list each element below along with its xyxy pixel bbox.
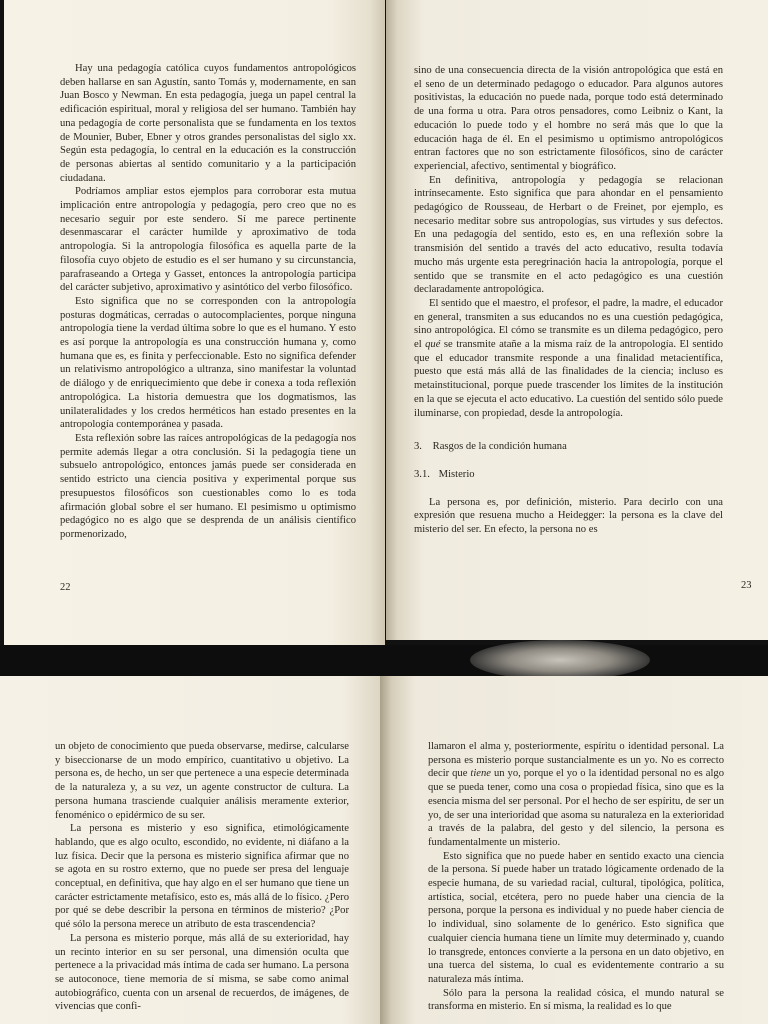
- paragraph: Sólo para la persona la realidad cósica, el mundo natural se transforma en misterio. En sí misma, la realidad es lo que: [428, 987, 724, 1013]
- text-column: [60, 62, 356, 542]
- paragraph: [414, 297, 723, 420]
- paragraph: La persona es misterio porque, más allá de su exterioridad, hay un recinto interior en su ser personal, una dimensión oculta que pertenece a la privacidad más íntima de cada ser humano. La persona se autoconoce, tiene memoria de sí misma, se sabe como animal autobiográfico, cuenta con un arsenal de recuerdos, de imágenes, de vivencias que confi-: [55, 932, 349, 1013]
- paragraph: Hay una pedagogía católica cuyos fundamentos antropológicos deben hallarse en san Agustín, santo Tomás y, modernamente, en san Juan Bosco y Newman. En esta pedagogía, juega un papel central la edificación espiritual, moral y religiosa del ser humano. También hay una pedagogía de corte personalista que se fundamenta en los textos de Mounier, Buber, Ebner y otros grandes personalistas del siglo xx. Según esta pedagogía, lo central en la educación es la construcción de personas abiertas al sentido comunitario y a la participación ciudadana.: [60, 63, 356, 184]
- paragraph: La persona es, por definición, misterio. Para decirlo con una expresión que resuena mucho a Heidegger: la persona es la clave del misterio del ser. En efecto, la persona no es: [414, 496, 723, 536]
- italic-word: vez: [165, 782, 180, 794]
- paragraph: Esto significa que no se corresponden con la antropología posturas dogmáticas, cerradas o autocomplacientes, porque ninguna antropología tiene la verdad última sobre lo que es el humano. Y esto es así porque la antropología es una construcción humana y, como humana que es, es finita y perfeccionable. Esto no significa defender un relativismo antropológico a ultranza, sino manifestar la voluntad de diálogo y de enriquecimiento que debe ir conexa a toda reflexión antropológica. La historia demuestra que los dogmatismos, las unilateralidades y los credos herméticos han estado presentes en la antropología contemporánea y pasada.: [60, 295, 356, 431]
- text-run: un yo, porque el yo o la identidad personal no es algo que se pueda tener, como una cosa o propiedad física, sino que es la esencia misma del ser personal. Por el hecho de ser espíritu, de ser un yo, de ser una interioridad que asoma su naturaleza en la exterioridad a través de la palabra, del gesto y del silencio, la persona es fundamentalmente un misterio.: [428, 768, 724, 848]
- section-title: Rasgos de la condición humana: [432, 441, 567, 453]
- paragraph: Esto significa que no puede haber en sentido exacto una ciencia de la persona. Sí puede haber un tratado lógicamente ordenado de la especie humana, de su variedad racial, cultural, tipológica, política, artística, social, etcétera, pero no puede haber una ciencia de la persona, porque la persona es individual y no puede haber ciencia de lo individual, sino solamente de lo genérico. Esto significa que cualquier ciencia humana tiene un límite muy determinado y, cuando lo transgrede, entonces convierte a la persona en un dato objetivo, en una tuerca del sistema, lo cual es evidentemente contrario a su naturaleza más íntima.: [428, 850, 724, 985]
- italic-word: qué: [425, 339, 441, 351]
- text-column: [55, 740, 349, 1014]
- subsection-title: Misterio: [438, 468, 475, 480]
- paragraph: Esta reflexión sobre las raíces antropológicas de la pedagogía nos permite además llegar a otra conclusión. Si la pedagogía tiene un subsuelo antropológico, entonces jamás puede ser considerada en sentido estricto una ciencia positiva y experimental porque sus presupuestos filosóficos son cuestionables como lo es toda afirmación global sobre el ser humano. El pesimismo u optimismo pedagógico no es algo que se desprenda de un análisis científico pormenorizado,: [60, 432, 356, 540]
- text-column: [414, 64, 723, 537]
- paragraph: sino de una consecuencia directa de la visión antropológica que está en el seno de un determinado pedagogo o educador. Para algunos autores positivistas, la educación no puede nada, porque todo está determinado de una forma u otra. Para otros pensadores, como Leibniz o Kant, la educación lo puede todo y el hombre no será más que lo que la educación haga de él. En el pesimismo u optimismo antropológicos entran factores que no son estrictamente filosóficos, sino de carácter experiencial, afectivo, sentimental y biográfico.: [414, 65, 723, 172]
- text-run: se transmite atañe a la misma raíz de la antropología. El sentido que el educador transmite responde a una finalidad metacientífica, puesto que está más allá de las finalidades de la ciencia; incluso es metainstitucional, porque puede trascender los límites de la institución en la que se ejecuta el acto educativo. La cuestión del sentido sólo puede iluminarse, con propiedad, desde la antropología.: [414, 339, 723, 419]
- scan-gap: [0, 645, 768, 676]
- page-number: 22: [60, 582, 71, 593]
- page-25: [380, 676, 768, 1024]
- page-24: [0, 676, 380, 1024]
- paragraph: La persona es misterio y eso significa, etimológicamente hablando, que es algo oculto, escondido, no evidente, ni diáfano a la luz física. Decir que la persona es misterio significa afirmar que no se agota en su rostro externo, que no puede ser presa del lenguaje conceptual, en definitiva, que hay algo en el ser humano que tiene un carácter estrictamente metafísico, esto es, más allá de lo físico. ¿Pero por qué se debe describir la persona en términos de misterio? ¿Por qué sólo la persona merece un atributo de esta trascendencia?: [55, 823, 349, 931]
- paragraph: En definitiva, antropología y pedagogía se relacionan intrínsecamente. Esto significa que para ahondar en el pensamiento pedagógico de Rousseau, de Herbart o de Freinet, por ejemplo, es necesario meditar sobre sus antropologías, sus virtudes y sus defectos. En una pedagogía del sentido, esto es, en una reflexión sobre la transmisión del sentido a través del acto educativo, resulta todavía mucho más urgente esta peregrinación hacia la antropología, porque el sentido que se transmite en el acto pedagógico es una cuestión declaradamente antropológica.: [414, 174, 723, 296]
- paragraph: Podríamos ampliar estos ejemplos para corroborar esta mutua implicación entre antropología y pedagogía, pero creo que no es necesario seguir por este sendero. Sí me parece pertinente desenmascarar el carácter humilde y aproximativo de toda antropología. Si la antropología filosófica es aquella parte de la filosofía cuyo objeto de estudio es el ser humano y su circunstancia, parafraseando a Ortega y Gasset, entonces la antropología participa del carácter subjetivo, aproximativo y asintótico del verbo filosófico.: [60, 186, 356, 294]
- section-heading: [414, 440, 723, 454]
- page-number: 23: [741, 580, 752, 591]
- page-23: [386, 0, 768, 640]
- text-column: [428, 740, 724, 1014]
- text-run: llamaron el alma y, posteriormente, espíritu o identidad personal. La persona es misterio porque sustancialmente es un yo. No es correcto decir que: [428, 741, 724, 780]
- subsection-heading: [414, 468, 723, 482]
- italic-word: tiene: [470, 768, 491, 780]
- text-run: , un agente constructor de cultura. La persona humana trasciende cualquier análisis meramente exterior, fenoménico o epidérmico de su ser.: [55, 782, 350, 821]
- hand-shadow: [470, 640, 650, 680]
- page-22: [4, 0, 385, 645]
- subsection-number: 3.1.: [414, 468, 430, 480]
- text-run: un objeto de conocimiento que pueda observarse, medirse, calcularse y biseccionarse de un modo empírico, cuantitativo u objetivo. La persona es, de hecho, un ser que pertenece a una especie determinada de la naturaleza y, a su: [55, 741, 349, 794]
- section-number: 3.: [414, 441, 422, 453]
- paragraph: [55, 740, 349, 822]
- text-run: El sentido que el maestro, el profesor, el padre, la madre, el educador en general, transmiten a sus educandos no es una cuestión pedagógica, sino antropológica. El cómo se transmite es un dilema pedagógico, pero el: [414, 297, 723, 351]
- paragraph: [428, 740, 724, 850]
